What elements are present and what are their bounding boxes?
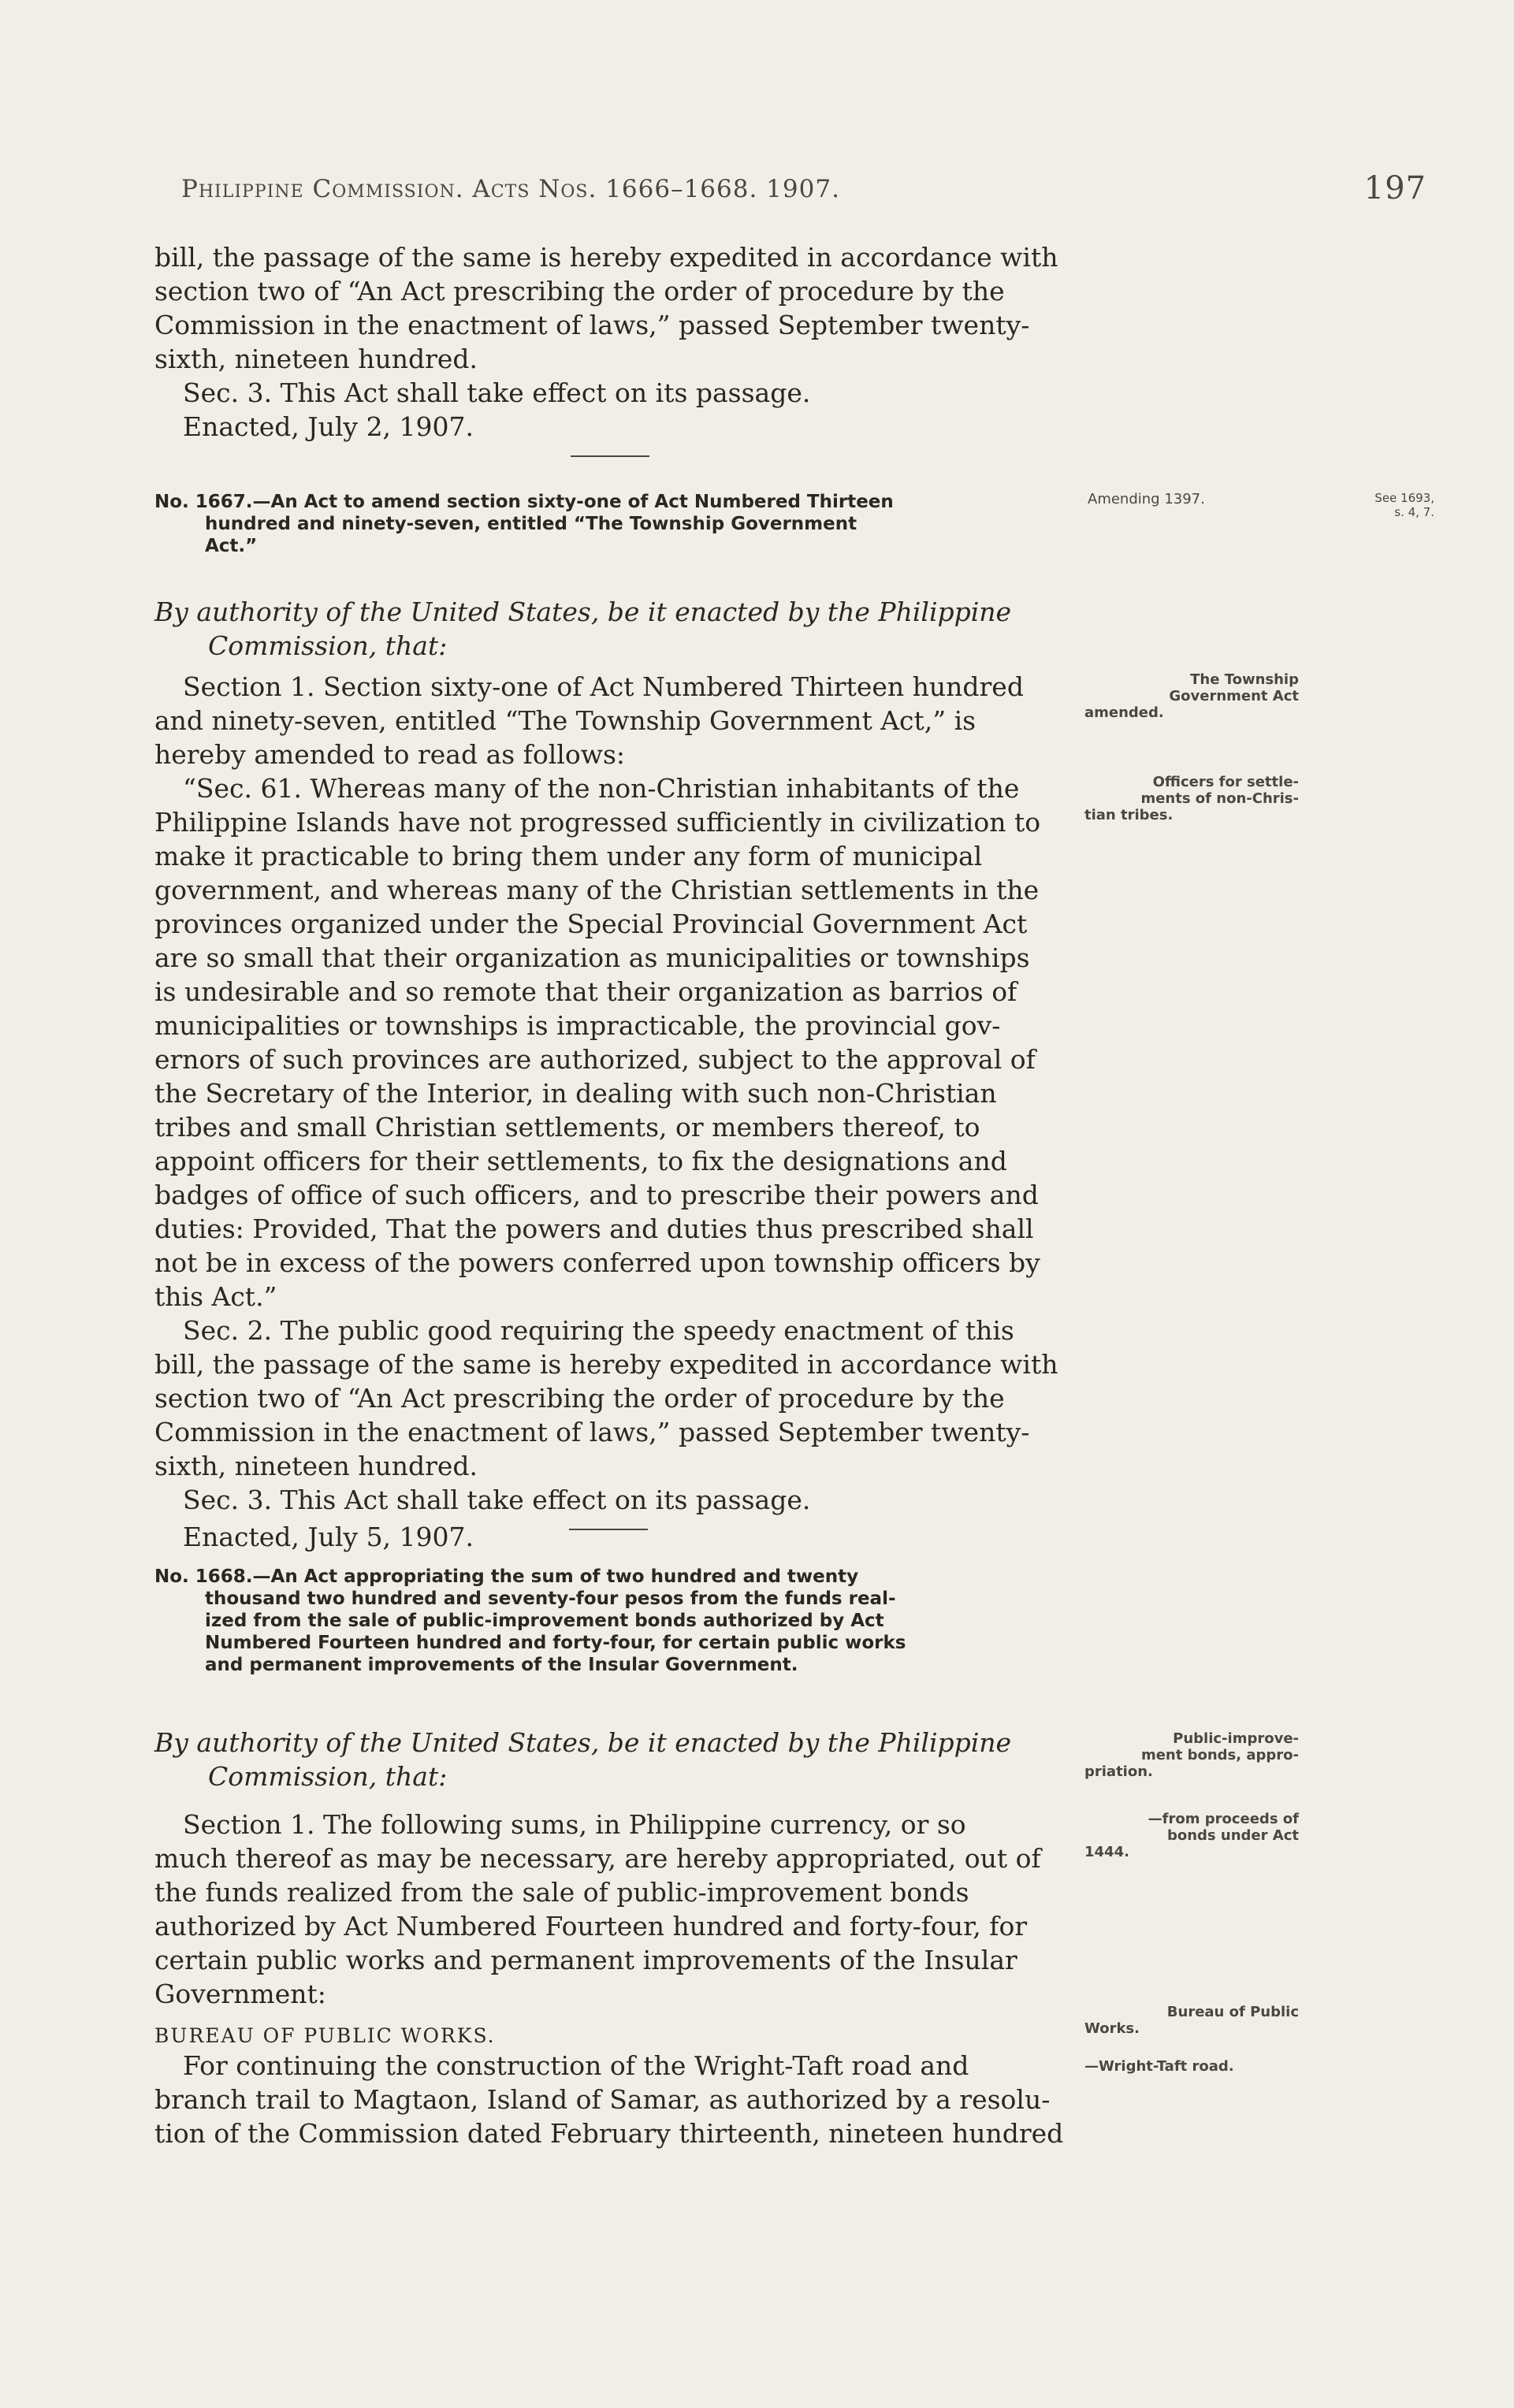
see-ref: See 1693, (1375, 491, 1434, 505)
continuing-line: tion of the Commission dated February thirteenth, nineteen hundred (154, 2118, 1064, 2149)
text-line: sixth, nineteen hundred. (154, 344, 478, 374)
sec61-line: not be in excess of the powers conferred upon township officers by (154, 1247, 1040, 1278)
margin-note-wright-taft: —Wright-Taft road. (1084, 2058, 1234, 2075)
enacted-date: Enacted, July 2, 1907. (183, 411, 474, 442)
sec2-line: section two of “An Act prescribing the order of procedure by the (154, 1383, 1005, 1414)
title-line: and permanent improvements of the Insular Government. (205, 1655, 798, 1675)
sec61-line: municipalities or townships is impracticable, the provincial gov- (154, 1010, 1001, 1041)
section-3: Sec. 3. This Act shall take effect on its passage. (183, 1485, 811, 1515)
continued-text-block (154, 240, 1070, 444)
sec61-line: are so small that their organization as municipalities or townships (154, 942, 1030, 973)
note-line: 1444. (1084, 1844, 1129, 1860)
authority-line: Commission, that: (208, 630, 448, 661)
margin-see (1300, 491, 1434, 519)
sec61-line: duties: Provided, That the powers and duties thus prescribed shall (154, 1213, 1034, 1244)
sec61-line: make it practicable to bring them under any form of municipal (154, 841, 983, 871)
section-1-line: hereby amended to read as follows: (154, 739, 626, 770)
title-line: No. 1668.—An Act appropriating the sum of two hundred and twenty (154, 1566, 859, 1587)
sec61-line: badges of office of such officers, and to prescribe their powers and (154, 1180, 1039, 1210)
sec61-line: ernors of such provinces are authorized, subject to the approval of (154, 1044, 1036, 1075)
note-line: bonds under Act (1166, 1827, 1299, 1844)
sec61-line: “Sec. 61. Whereas many of the non-Christian inhabitants of the (183, 773, 1020, 804)
sec2-line: bill, the passage of the same is hereby expedited in accordance with (154, 1349, 1058, 1380)
running-header (181, 170, 1427, 206)
running-head: Philippine Commission. Acts Nos. 1666–1668. 1907. (181, 175, 840, 203)
section-1-line: Section 1. The following sums, in Philippine currency, or so (183, 1809, 966, 1840)
note-line: ment bonds, appro- (1140, 1747, 1299, 1763)
act-1668-body (154, 1808, 1070, 2053)
note-line: Bureau of Public (1166, 2004, 1299, 2020)
title-line: ized from the sale of public-improvement bonds authorized by Act (205, 1611, 884, 1631)
sec61-line: provinces organized under the Special Provincial Government Act (154, 909, 1028, 939)
section-3: Sec. 3. This Act shall take effect on its passage. (183, 377, 811, 408)
section-1-line: authorized by Act Numbered Fourteen hundred and forty-four, for (154, 1911, 1028, 1942)
margin-note-township (1084, 671, 1299, 721)
enacted-date: Enacted, July 5, 1907. (183, 1522, 474, 1552)
continuing-line: branch trail to Magtaon, Island of Samar, as authorized by a resolu- (154, 2084, 1051, 2115)
note-line: ments of non-Chris- (1140, 790, 1299, 807)
bureau-heading: BUREAU OF PUBLIC WORKS. (154, 2024, 496, 2047)
act-1667-authority (154, 595, 1070, 663)
sec61-line: tribes and small Christian settlements, or members thereof, to (154, 1112, 980, 1143)
sec2-line: sixth, nineteen hundred. (154, 1451, 478, 1481)
margin-note-proceeds (1084, 1811, 1299, 1860)
section-1-line: Government: (154, 1979, 326, 2009)
note-line: tian tribes. (1084, 807, 1174, 823)
note-line: —from proceeds of (1148, 1811, 1299, 1827)
see-sections: s. 4, 7. (1394, 505, 1434, 519)
note-line: The Township (1190, 671, 1299, 688)
act-1668-authority (154, 1726, 1070, 1793)
divider (569, 1529, 648, 1530)
sec61-line: this Act.” (154, 1281, 277, 1312)
page-number: 197 (1363, 170, 1427, 206)
title-line: Act.” (205, 536, 258, 556)
text-line: section two of “An Act prescribing the order of procedure by the (154, 276, 1005, 307)
margin-note-bonds-appropriation (1084, 1730, 1299, 1780)
margin-amending: Amending 1397. (1088, 491, 1205, 507)
act-1668-title (154, 1566, 1070, 1676)
title-line: No. 1667.—An Act to amend section sixty-one of Act Numbered Thirteen (154, 492, 894, 512)
note-line: priation. (1084, 1763, 1153, 1780)
margin-note-bureau (1084, 2004, 1299, 2037)
note-line: Works. (1084, 2020, 1140, 2037)
text-line: bill, the passage of the same is hereby expedited in accordance with (154, 242, 1058, 273)
title-line: thousand two hundred and seventy-four pesos from the funds real- (205, 1589, 896, 1609)
note-line: Officers for settle- (1152, 774, 1299, 790)
sec2-line: Sec. 2. The public good requiring the speedy enactment of this (183, 1315, 1014, 1346)
act-1667-body (154, 670, 1070, 1554)
note-line: Government Act (1169, 688, 1299, 704)
section-1-line: much thereof as may be necessary, are hereby appropriated, out of (154, 1843, 1041, 1874)
divider (571, 455, 649, 457)
section-1-line: and ninety-seven, entitled “The Township Government Act,” is (154, 705, 976, 736)
section-1-line: the funds realized from the sale of public-improvement bonds (154, 1877, 969, 1908)
section-1-line: Section 1. Section sixty-one of Act Numbered Thirteen hundred (183, 671, 1024, 702)
title-line: hundred and ninety-seven, entitled “The Township Government (205, 514, 857, 534)
authority-line: Commission, that: (208, 1761, 448, 1792)
authority-line: By authority of the United States, be it enacted by the Philippine (154, 1727, 1012, 1758)
text-line: Commission in the enactment of laws,” passed September twenty- (154, 310, 1030, 340)
continuing-line: For continuing the construction of the Wright-Taft road and (183, 2050, 969, 2081)
section-1-line: certain public works and permanent improvements of the Insular (154, 1945, 1017, 1975)
sec61-line: appoint officers for their settlements, to fix the designations and (154, 1146, 1007, 1176)
title-line: Numbered Fourteen hundred and forty-four, for certain public works (205, 1633, 906, 1653)
margin-note-officers (1084, 774, 1299, 823)
sec2-line: Commission in the enactment of laws,” passed September twenty- (154, 1417, 1030, 1447)
act-1667-title (154, 491, 1070, 557)
note-line: amended. (1084, 704, 1164, 721)
authority-line: By authority of the United States, be it enacted by the Philippine (154, 596, 1012, 627)
sec61-line: the Secretary of the Interior, in dealing with such non-Christian (154, 1078, 997, 1109)
act-1668-continuing (154, 2049, 1070, 2150)
sec61-line: government, and whereas many of the Christian settlements in the (154, 875, 1040, 905)
sec61-line: is undesirable and so remote that their organization as barrios of (154, 976, 1017, 1007)
note-line: Public-improve- (1173, 1730, 1299, 1747)
sec61-line: Philippine Islands have not progressed sufficiently in civilization to (154, 807, 1041, 838)
